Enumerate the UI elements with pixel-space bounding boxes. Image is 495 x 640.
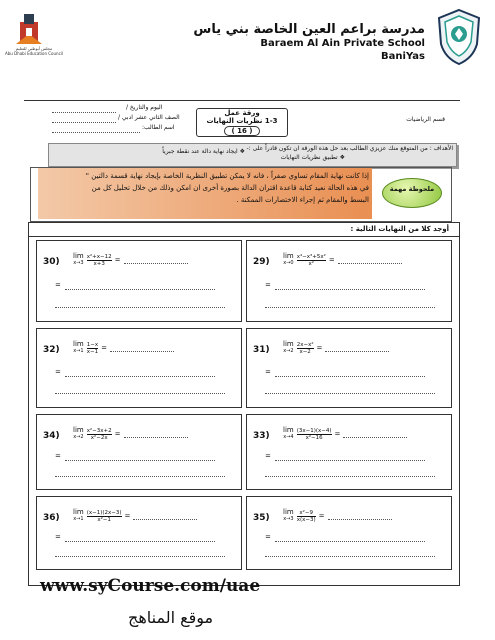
numerator: 2x−x² xyxy=(296,341,314,348)
answer-line[interactable] xyxy=(65,289,215,290)
objective-item: ❖ ايجاد نهاية دالة عند نقطة جبرياً xyxy=(162,148,245,155)
council-name-en: Abu Dhabi Education Council xyxy=(5,51,63,56)
school-name-block xyxy=(193,22,425,62)
fraction xyxy=(87,428,112,441)
note-text: إذا كانت نهاية المقام تساوي صفراً ، فانه لا يمكن تطبيق النظرية الخاصة بإيجاد نهاية قسمة دالتين " في هذه الحالة نعيد كتابة قاعدة اقتران الدالة بصورة أخرى ان امكن وذلك من خلال تحليل كل من البسط والمقام ثم إجراء الاختصارات الممكنة . xyxy=(85,172,369,204)
numerator: x²−3x+2 xyxy=(86,427,112,434)
equals-sign: = xyxy=(265,452,271,460)
website-name-ar: موقع المناهج xyxy=(128,608,214,627)
equals-sign: = xyxy=(265,281,271,289)
header-rule xyxy=(24,100,460,101)
answer-line[interactable] xyxy=(65,541,215,542)
answer-line[interactable] xyxy=(55,393,225,394)
website-url: www.syCourse.com/uae xyxy=(40,576,261,596)
answer-line[interactable] xyxy=(325,351,389,352)
worksheet-number: ( 16 ) xyxy=(224,126,259,136)
grade-label: الصف الثاني عشر ادبي / xyxy=(118,114,180,121)
instruction-heading: أوجد كلا من النهايات التالية : xyxy=(350,225,449,233)
problem-34 xyxy=(36,414,242,490)
problem-35 xyxy=(246,496,452,570)
worksheet-label: ورقة عمل xyxy=(224,109,260,117)
equals-sign: = xyxy=(265,368,271,376)
objectives-intro: الأهداف : من المتوقع منك عزيزي الطالب بعد حل هذه الورقة ان تكون قادراً على :- xyxy=(246,145,453,152)
answer-line[interactable] xyxy=(275,289,425,290)
numerator: 1−x xyxy=(86,341,99,348)
fraction xyxy=(297,510,316,523)
problem-31 xyxy=(246,328,452,408)
problem-29 xyxy=(246,240,452,322)
denominator: x²−16 xyxy=(305,434,323,441)
limit-operator: lim x→1 xyxy=(73,508,84,522)
grade-field[interactable] xyxy=(52,122,116,123)
limit-expression xyxy=(283,509,392,523)
problem-number: 33) xyxy=(253,431,270,441)
equals-sign: = xyxy=(114,256,121,264)
school-city: BaniYas xyxy=(381,51,425,62)
fraction xyxy=(87,254,112,267)
fraction xyxy=(297,254,326,267)
answer-line[interactable] xyxy=(338,263,402,264)
answer-line[interactable] xyxy=(133,519,197,520)
school-name-en: Baraem Al Ain Private School xyxy=(260,38,425,49)
equals-sign: = xyxy=(101,344,107,352)
answer-line[interactable] xyxy=(124,263,188,264)
worksheet-title: 1-3 نظريات النهايات xyxy=(206,117,278,125)
numerator: (x−1)(2x−3) xyxy=(86,509,122,516)
department-label: قسم الرياضيات xyxy=(406,116,445,123)
limit-expression xyxy=(73,509,197,523)
equals-sign: = xyxy=(318,512,325,520)
equals-sign: = xyxy=(334,430,341,438)
limit-operator: lim x→4 xyxy=(283,426,294,440)
problem-number: 32) xyxy=(43,345,60,355)
answer-line[interactable] xyxy=(55,476,225,477)
denominator: x+3 xyxy=(93,260,105,267)
denominator: x−2 xyxy=(299,348,311,355)
limit-expression xyxy=(73,253,188,267)
answer-line[interactable] xyxy=(265,307,435,308)
fraction xyxy=(297,342,314,355)
answer-line[interactable] xyxy=(265,476,435,477)
problem-32 xyxy=(36,328,242,408)
equals-sign: = xyxy=(124,512,131,520)
problem-30 xyxy=(36,240,242,322)
limit-expression xyxy=(73,341,174,355)
denominator: x²−2x xyxy=(90,434,108,441)
answer-line[interactable] xyxy=(110,351,174,352)
denominator: x(x−3) xyxy=(296,516,316,523)
numerator: x⁴−x³+5x² xyxy=(296,253,326,260)
limit-operator: lim x→2 xyxy=(283,340,294,354)
limit-operator: lim x→2 xyxy=(73,426,84,440)
answer-line[interactable] xyxy=(275,376,425,377)
council-name xyxy=(4,46,64,56)
answer-line[interactable] xyxy=(265,556,435,557)
answer-line[interactable] xyxy=(124,437,188,438)
limit-operator: lim x→1 xyxy=(73,340,84,354)
answer-line[interactable] xyxy=(343,437,407,438)
fraction xyxy=(297,428,332,441)
problem-number: 34) xyxy=(43,431,60,441)
answer-line[interactable] xyxy=(275,541,425,542)
equals-sign: = xyxy=(55,452,61,460)
school-name-ar: مدرسة براعم العين الخاصة بني ياس xyxy=(193,22,425,37)
limit-operator: lim x→3 xyxy=(283,508,294,522)
student-name-label: اسم الطالب: xyxy=(142,124,175,131)
fraction xyxy=(87,342,98,355)
important-note-badge: ملحوظة مهمة xyxy=(382,178,442,208)
problem-number: 35) xyxy=(253,513,270,523)
equals-sign: = xyxy=(55,368,61,376)
answer-line[interactable] xyxy=(55,556,225,557)
student-name-field[interactable] xyxy=(52,132,140,133)
date-field[interactable] xyxy=(52,112,116,113)
problem-number: 36) xyxy=(43,513,60,523)
limit-operator: lim x→3 xyxy=(73,252,84,266)
denominator: x² xyxy=(308,260,314,267)
answer-line[interactable] xyxy=(328,519,392,520)
answer-line[interactable] xyxy=(65,460,215,461)
denominator: x−1 xyxy=(86,348,99,355)
answer-line[interactable] xyxy=(275,460,425,461)
equals-sign: = xyxy=(316,344,323,352)
problem-36 xyxy=(36,496,242,570)
limit-expression xyxy=(283,427,407,441)
limit-expression xyxy=(283,341,389,355)
answer-line[interactable] xyxy=(65,376,215,377)
limit-expression xyxy=(73,427,188,441)
problem-33 xyxy=(246,414,452,490)
date-label: اليوم والتاريخ / xyxy=(126,104,163,111)
limit-expression xyxy=(283,253,402,267)
equals-sign: = xyxy=(114,430,121,438)
equals-sign: = xyxy=(328,256,335,264)
answer-line[interactable] xyxy=(55,307,225,308)
fraction xyxy=(87,510,122,523)
problem-number: 30) xyxy=(43,257,60,267)
school-crest-logo xyxy=(435,8,483,66)
equals-sign: = xyxy=(55,533,61,541)
answer-line[interactable] xyxy=(265,393,435,394)
numerator: x²−9 xyxy=(299,509,313,516)
numerator: (3x−1)(x−4) xyxy=(296,427,332,434)
numerator: x²+x−12 xyxy=(86,253,112,260)
problem-number: 31) xyxy=(253,345,270,355)
council-name-ar: مجلس أبوظبي للتعليم xyxy=(15,46,53,51)
instruction-rule xyxy=(28,236,460,237)
problem-number: 29) xyxy=(253,257,270,267)
equals-sign: = xyxy=(265,533,271,541)
worksheet-title-box xyxy=(196,108,288,137)
objective-item: ❖ تطبيق نظريات النهايات xyxy=(280,154,345,161)
denominator: x²−1 xyxy=(97,516,111,523)
limit-operator: lim x→0 xyxy=(283,252,294,266)
equals-sign: = xyxy=(55,281,61,289)
